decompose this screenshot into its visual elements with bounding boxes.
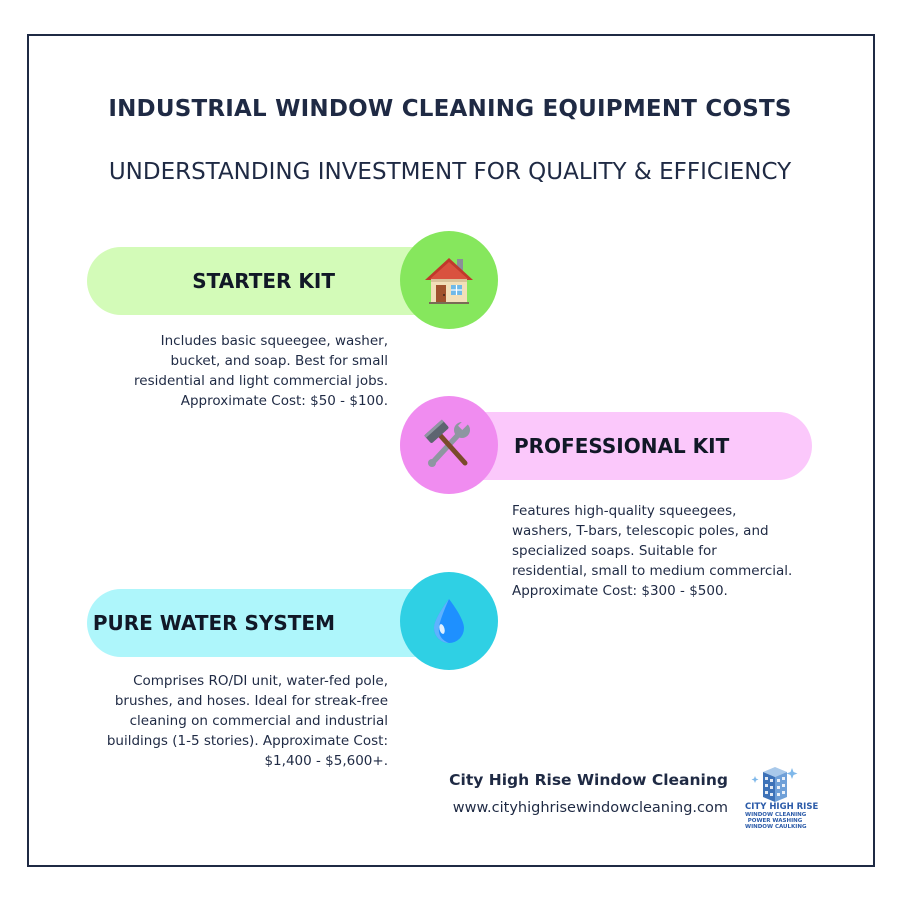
- logo-line: CITY HIGH RISE: [745, 802, 819, 812]
- description-line: bucket, and soap. Best for small: [170, 353, 388, 369]
- pure-water-system-circle: [400, 572, 498, 670]
- starter-kit-label: STARTER KIT: [192, 269, 335, 293]
- starter-kit-description: [88, 331, 388, 411]
- hammer-wrench-icon: [421, 417, 477, 473]
- page-title: INDUSTRIAL WINDOW CLEANING EQUIPMENT COSTS: [108, 96, 792, 122]
- house-icon: [422, 253, 476, 307]
- pure-water-system-description: [88, 671, 388, 771]
- water-drop-icon: [429, 596, 469, 646]
- starter-kit-circle: [400, 231, 498, 329]
- professional-kit-description: [512, 501, 812, 601]
- description-line: Approximate Cost: $300 - $500.: [512, 583, 728, 599]
- description-line: Comprises RO/DI unit, water-fed pole,: [133, 673, 388, 689]
- pure-water-system-label: PURE WATER SYSTEM: [92, 611, 335, 635]
- description-line: residential and light commercial jobs.: [134, 373, 388, 389]
- professional-kit-circle: [400, 396, 498, 494]
- company-name: City High Rise Window Cleaning: [449, 771, 728, 789]
- description-line: brushes, and hoses. Ideal for streak-free: [114, 693, 388, 709]
- page-subtitle: UNDERSTANDING INVESTMENT FOR QUALITY & EFFICIENCY: [108, 159, 792, 185]
- description-line: cleaning on commercial and industrial: [129, 713, 388, 729]
- description-line: Includes basic squeegee, washer,: [160, 333, 388, 349]
- description-line: residential, small to medium commercial.: [512, 563, 793, 579]
- logo-line: POWER WASHING: [747, 818, 803, 824]
- pure-water-system-pill: [87, 589, 447, 657]
- starter-kit-pill: [87, 247, 447, 315]
- description-line: specialized soaps. Suitable for: [512, 543, 717, 559]
- description-line: $1,400 - $5,600+.: [264, 753, 388, 769]
- logo-line: WINDOW CAULKING: [745, 824, 807, 830]
- description-line: Features high-quality squeegees,: [512, 503, 737, 519]
- description-line: washers, T-bars, telescopic poles, and: [512, 523, 769, 539]
- logo-line: WINDOW CLEANING: [745, 812, 807, 818]
- website-link[interactable]: www.cityhighrisewindowcleaning.com: [452, 800, 728, 816]
- description-line: Approximate Cost: $50 - $100.: [180, 393, 388, 409]
- professional-kit-label: PROFESSIONAL KIT: [514, 434, 730, 458]
- description-line: buildings (1-5 stories). Approximate Cost:: [106, 733, 388, 749]
